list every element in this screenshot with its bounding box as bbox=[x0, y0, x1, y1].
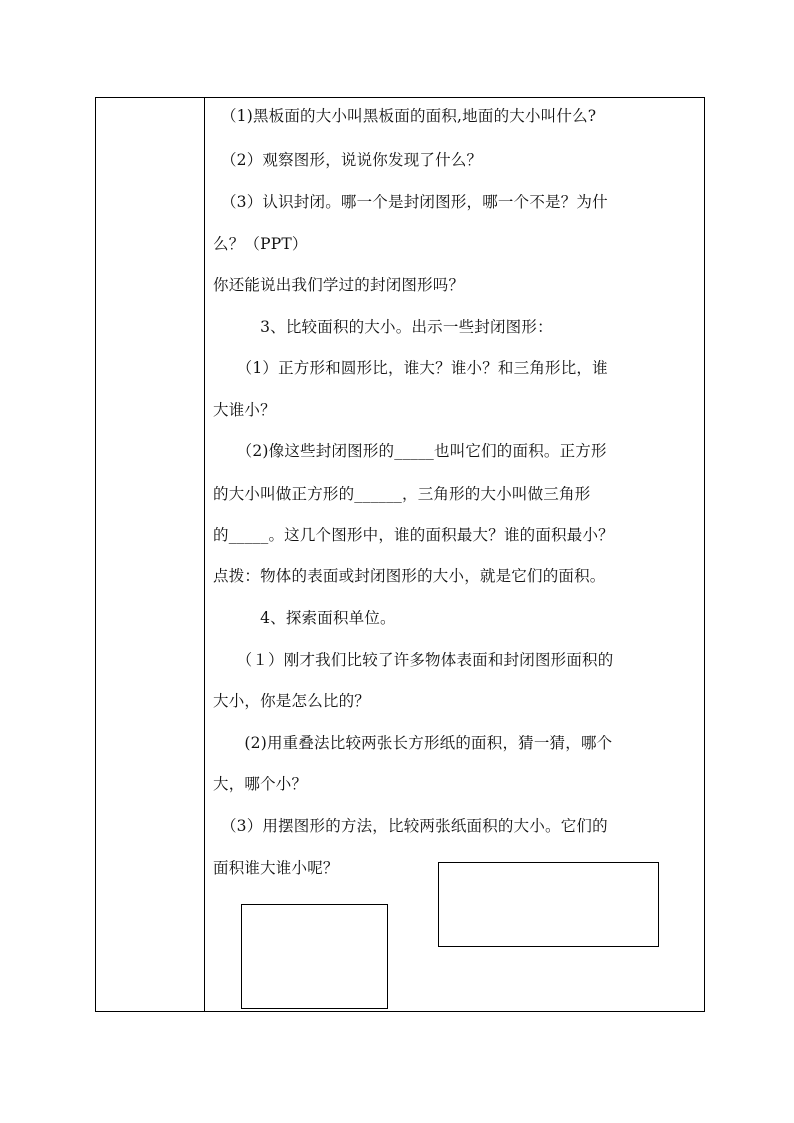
text-line-8: 大谁小？ bbox=[213, 401, 276, 419]
text-line-9: （2)像这些封闭图形的_____也叫它们的面积。正方形 bbox=[213, 442, 607, 460]
text-line-2: （2）观察图形，说说你发现了什么？ bbox=[213, 151, 483, 169]
text-line-6: 3、比较面积的大小。出示一些封闭图形： bbox=[213, 318, 553, 336]
text-line-19: 面积谁大谁小呢？ bbox=[213, 859, 339, 877]
text-line-7: （1）正方形和圆形比，谁大？谁小？和三角形比，谁 bbox=[213, 359, 608, 377]
text-line-5: 你还能说出我们学过的封闭图形吗？ bbox=[213, 276, 465, 294]
text-line-3: （3）认识封闭。哪一个是封闭图形，哪一个不是？为什 bbox=[213, 193, 608, 211]
text-line-12: 点拨：物体的表面或封闭图形的大小，就是它们的面积。 bbox=[213, 567, 606, 585]
text-line-13: 4、探索面积单位。 bbox=[213, 609, 396, 627]
text-line-18: （3）用摆图形的方法，比较两张纸面积的大小。它们的 bbox=[213, 817, 608, 835]
text-line-16: (2)用重叠法比较两张长方形纸的面积，猜一猜，哪个 bbox=[213, 734, 613, 752]
wide-rectangle bbox=[438, 862, 659, 947]
text-line-10: 的大小叫做正方形的______，三角形的大小叫做三角形 bbox=[213, 485, 591, 503]
text-line-11: 的_____。这几个图形中，谁的面积最大？谁的面积最小？ bbox=[213, 526, 614, 544]
tall-rectangle bbox=[241, 904, 388, 1009]
column-divider bbox=[204, 98, 205, 1011]
text-line-17: 大，哪个小？ bbox=[213, 775, 308, 793]
text-line-14: （１）刚才我们比较了许多物体表面和封闭图形面积的 bbox=[213, 651, 614, 669]
text-line-15: 大小，你是怎么比的？ bbox=[213, 692, 371, 710]
text-line-4: 么？（PPT） bbox=[213, 235, 308, 253]
text-line-1: （1)黑板面的大小叫黑板面的面积,地面的大小叫什么? bbox=[213, 107, 597, 125]
